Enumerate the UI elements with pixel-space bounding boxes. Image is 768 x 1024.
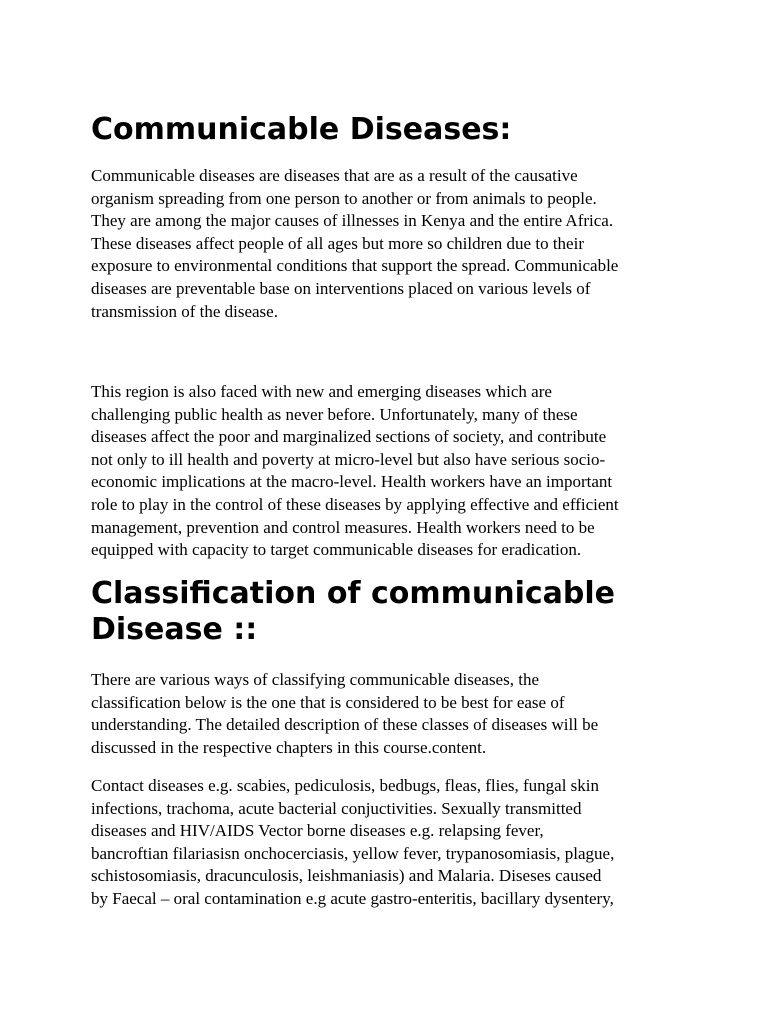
text-line: Communicable diseases are diseases that are as a result of the causative <box>91 166 578 185</box>
paragraph-emerging-diseases <box>91 381 681 562</box>
text-line: infections, trachoma, acute bacterial conjuctivities. Sexually transmitted <box>91 798 582 818</box>
text-line: challenging public health as never before. Unfortunately, many of these <box>91 404 578 424</box>
text-line: organism spreading from one person to another or from animals to people. <box>91 188 597 208</box>
text-line: diseases are preventable base on interventions placed on various levels of <box>91 278 591 298</box>
text-line: by Faecal – oral contamination e.g acute gastro-enteritis, bacillary dysentery, <box>91 888 614 908</box>
paragraph-disease-types <box>91 775 681 911</box>
text-line: not only to ill health and poverty at micro-level but also have serious socio- <box>91 449 606 469</box>
text-line: diseases affect the poor and marginalized sections of society, and contribute <box>91 427 607 447</box>
text-line: bancroftian filariasisn onchocerciasis, yellow fever, trypanosomiasis, plague, <box>91 843 615 863</box>
text-line: discussed in the respective chapters in this course.content. <box>91 737 487 757</box>
heading-communicable-diseases: Communicable Diseases: <box>91 112 512 147</box>
text-line: There are various ways of classifying communicable diseases, the <box>91 670 539 689</box>
text-line: classification below is the one that is considered to be best for ease of <box>91 692 565 712</box>
text-line: This region is also faced with new and emerging diseases which are <box>91 382 552 401</box>
text-line: equipped with capacity to target communicable diseases for eradication. <box>91 540 582 560</box>
text-line: schistosomiasis, dracunculosis, leishmaniasis) and Malaria. Diseses caused <box>91 866 602 886</box>
paragraph-definition <box>91 165 681 323</box>
text-line: exposure to environmental conditions that support the spread. Communicable <box>91 256 619 276</box>
text-line: management, prevention and control measures. Health workers need to be <box>91 517 595 537</box>
paragraph-classification-intro <box>91 669 681 759</box>
text-line: diseases and HIV/AIDS Vector borne diseases e.g. relapsing fever, <box>91 821 544 841</box>
text-line: They are among the major causes of illnesses in Kenya and the entire Africa. <box>91 211 614 231</box>
text-line: transmission of the disease. <box>91 301 278 321</box>
heading-classification: Classification of communicable Disease :: <box>91 576 615 647</box>
text-line: economic implications at the macro-level. Health workers have an important <box>91 472 613 492</box>
text-line: understanding. The detailed description of these classes of diseases will be <box>91 715 599 735</box>
text-line: These diseases affect people of all ages but more so children due to their <box>91 233 584 253</box>
text-line: role to play in the control of these diseases by applying effective and efficient <box>91 494 619 514</box>
text-line: Contact diseases e.g. scabies, pediculosis, bedbugs, fleas, flies, fungal skin <box>91 776 599 795</box>
